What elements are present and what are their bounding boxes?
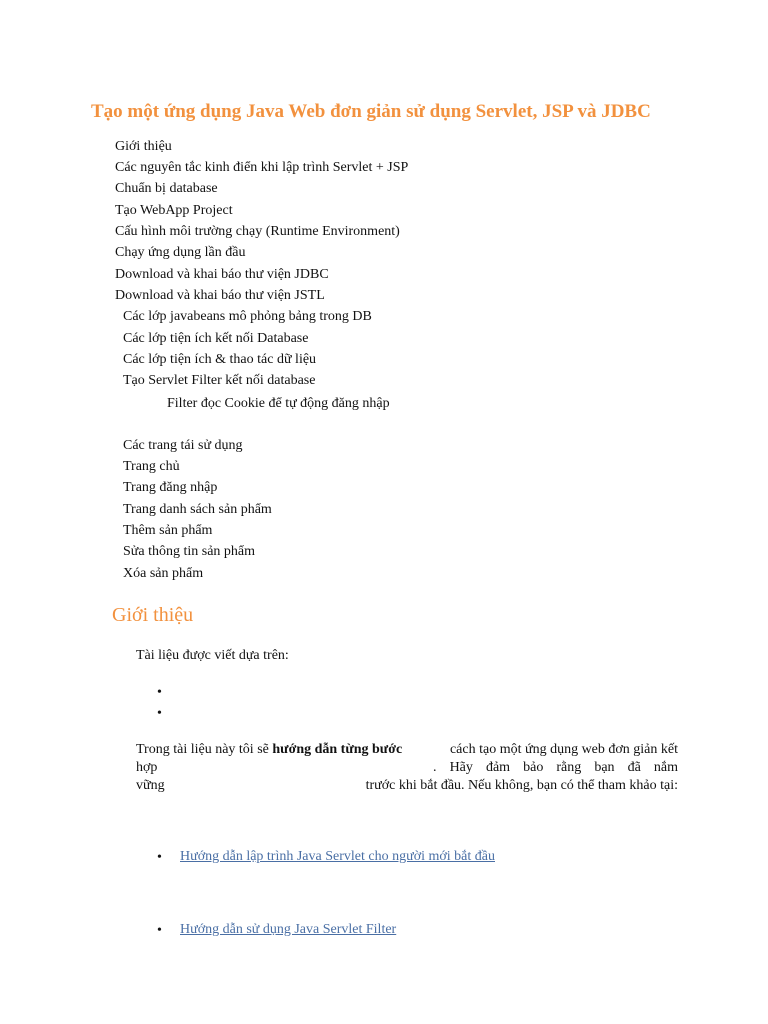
servlet-filter-link[interactable]: Hướng dẫn sử dụng Java Servlet Filter [180, 922, 397, 937]
toc-item[interactable]: Download và khai báo thư viện JDBC [115, 267, 329, 282]
toc-item[interactable]: Chạy ứng dụng lần đầu [115, 245, 246, 260]
paragraph-line [136, 741, 678, 759]
toc-item[interactable]: Các trang tái sử dụng [123, 438, 243, 453]
link-servlet-tutorial [180, 849, 495, 865]
bullet-glyph: • [157, 685, 162, 700]
paragraph-text: vững [136, 778, 165, 793]
bullet-glyph: • [157, 706, 162, 721]
paragraph-line-text [136, 741, 402, 759]
toc-item[interactable]: Trang đăng nhập [123, 480, 218, 495]
paragraph-line [136, 777, 678, 795]
toc-item[interactable]: Các lớp tiện ích & thao tác dữ liệu [123, 352, 317, 367]
toc-item[interactable]: Xóa sản phẩm [123, 566, 204, 581]
toc-item[interactable]: Tạo Servlet Filter kết nối database [123, 373, 316, 388]
paragraph-text: . Hãy đảm bảo rằng bạn đã nắm [433, 760, 678, 775]
toc-item[interactable]: Các lớp javabeans mô phỏng bảng trong DB [123, 309, 372, 324]
toc-item[interactable]: Trang danh sách sản phẩm [123, 502, 272, 517]
toc-item[interactable]: Download và khai báo thư viện JSTL [115, 288, 325, 303]
toc-item[interactable]: Chuẩn bị database [115, 181, 218, 196]
based-on-text: Tài liệu được viết dựa trên: [136, 648, 289, 663]
paragraph-text: Trong tài liệu này tôi sẽ [136, 742, 273, 757]
paragraph-text: trước khi bắt đầu. Nếu không, bạn có thể tham khảo tại: [365, 778, 678, 793]
bullet-glyph: • [157, 850, 162, 865]
link-servlet-filter [180, 922, 396, 938]
toc-item[interactable]: Tạo WebApp Project [115, 203, 233, 218]
bullet-glyph: • [157, 923, 162, 938]
intro-paragraph [136, 741, 678, 795]
paragraph-line [136, 759, 678, 777]
document-title: Tạo một ứng dụng Java Web đơn giản sử dụng Servlet, JSP và JDBC [91, 101, 651, 122]
toc-item[interactable]: Trang chủ [123, 459, 180, 474]
paragraph-bold-text: hướng dẫn từng bước [272, 742, 403, 757]
toc-item[interactable]: Sửa thông tin sản phẩm [123, 544, 256, 559]
section-heading: Giới thiệu [112, 604, 194, 626]
paragraph-text: hợp [136, 760, 158, 775]
servlet-tutorial-link[interactable]: Hướng dẫn lập trình Java Servlet cho người mới bắt đầu [180, 849, 495, 864]
toc-item[interactable]: Filter đọc Cookie để tự động đăng nhập [167, 396, 390, 411]
toc-item[interactable]: Giới thiệu [115, 139, 172, 154]
paragraph-text: cách tạo một ứng dụng web đơn giản kết [449, 742, 678, 757]
toc-item[interactable]: Cấu hình môi trường chạy (Runtime Environment) [115, 224, 400, 239]
toc-item[interactable]: Các lớp tiện ích kết nối Database [123, 331, 309, 346]
toc-item[interactable]: Các nguyên tắc kinh điển khi lập trình Servlet + JSP [115, 160, 409, 175]
toc-item[interactable]: Thêm sản phẩm [123, 523, 213, 538]
